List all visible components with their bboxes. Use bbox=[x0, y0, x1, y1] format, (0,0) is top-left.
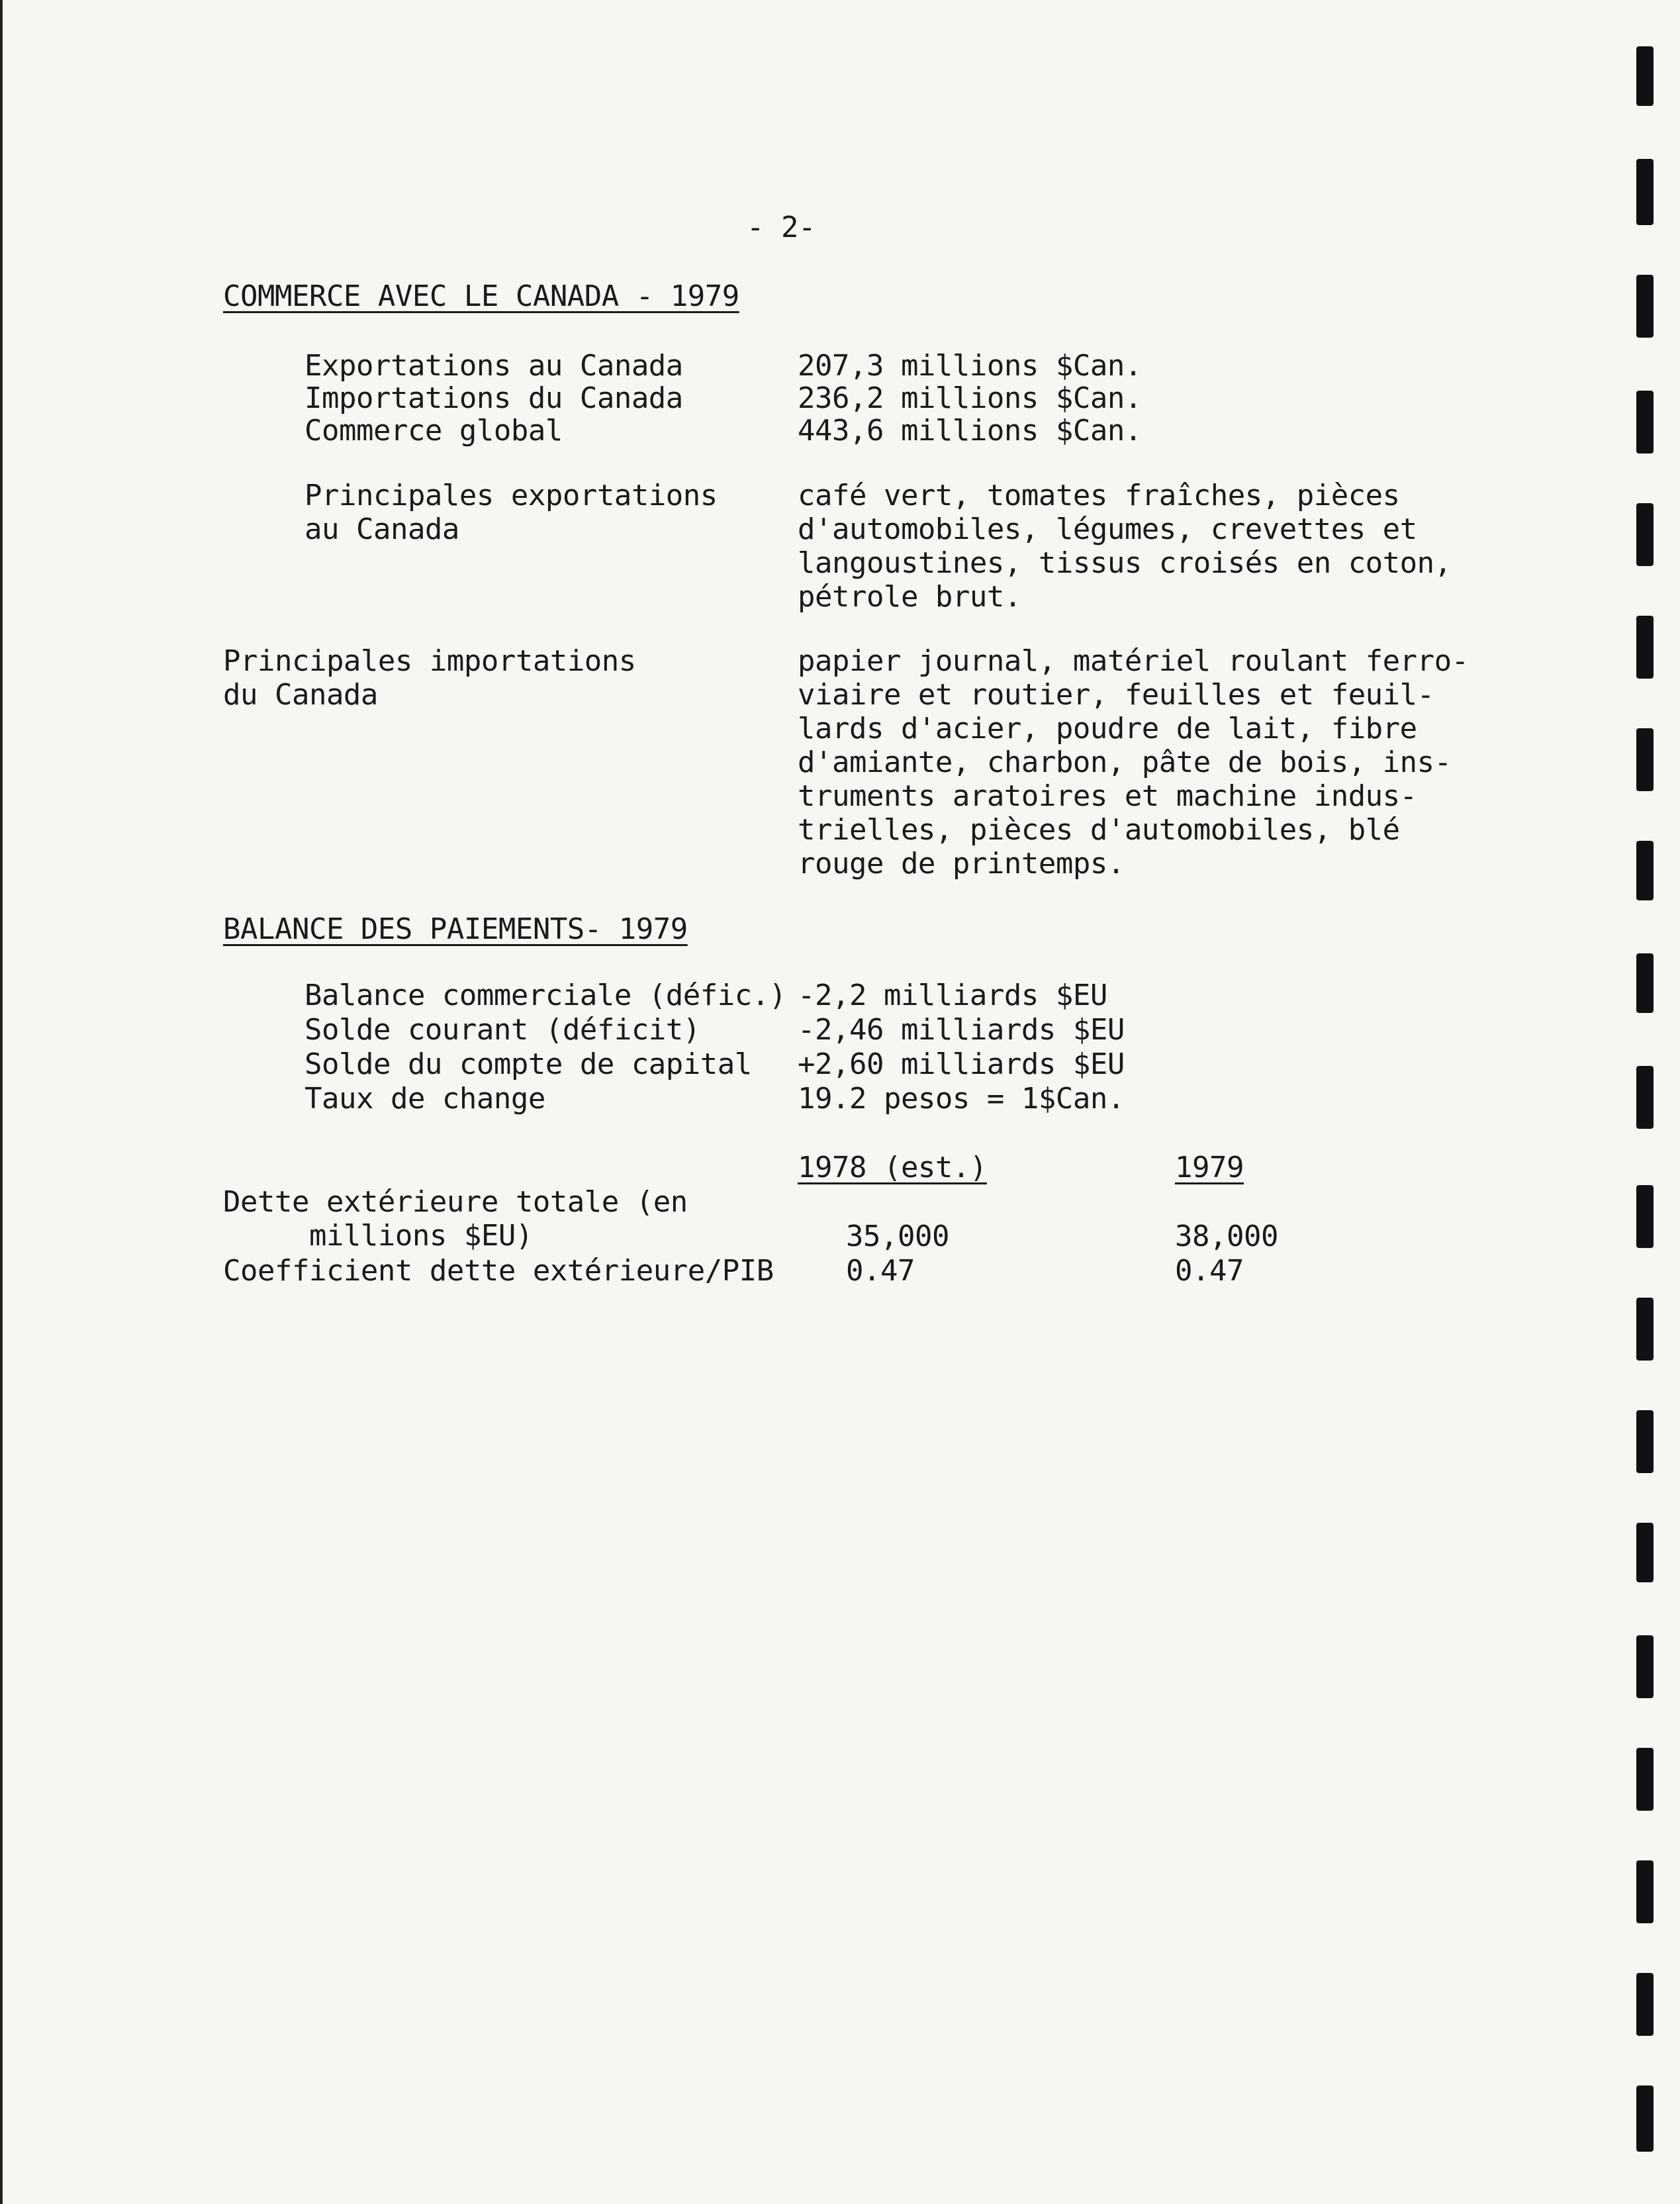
page-number: - 2- bbox=[747, 211, 816, 244]
trade-heading: COMMERCE AVEC LE CANADA - 1979 bbox=[223, 279, 739, 313]
binder-mark bbox=[1636, 1523, 1654, 1582]
balance-label: Solde du compte de capital bbox=[304, 1047, 752, 1081]
binder-mark bbox=[1636, 728, 1654, 791]
balance-value: 19.2 pesos = 1$Can. bbox=[798, 1082, 1125, 1116]
balance-value: -2,46 milliards $EU bbox=[798, 1013, 1125, 1047]
balance-label: Taux de change bbox=[304, 1082, 545, 1116]
debt-row-label: Coefficient dette extérieure/PIB bbox=[223, 1254, 774, 1288]
debt-col-header-1978: 1978 (est.) bbox=[798, 1151, 987, 1184]
trade-label: Exportations au Canada bbox=[304, 349, 683, 383]
trade-value: 207,3 millions $Can. bbox=[798, 349, 1142, 383]
trade-value: 236,2 millions $Can. bbox=[798, 381, 1142, 415]
binder-mark bbox=[1636, 1298, 1654, 1361]
trade-value: 443,6 millions $Can. bbox=[798, 414, 1142, 448]
debt-col-header-1979: 1979 bbox=[1175, 1151, 1244, 1184]
balance-value: +2,60 milliards $EU bbox=[798, 1047, 1125, 1081]
binder-mark bbox=[1636, 1410, 1654, 1473]
debt-value-1979: 38,000 bbox=[1175, 1220, 1278, 1253]
main-imports-label: Principales importations du Canada bbox=[223, 644, 636, 712]
main-exports-label: Principales exportations au Canada bbox=[304, 479, 718, 546]
debt-row-label: Dette extérieure totale (en millions $EU) bbox=[223, 1185, 688, 1253]
binder-mark bbox=[1636, 1748, 1654, 1811]
debt-value-1979: 0.47 bbox=[1175, 1254, 1244, 1288]
balance-value: -2,2 milliards $EU bbox=[798, 979, 1107, 1012]
binder-mark bbox=[1636, 841, 1654, 900]
binder-mark bbox=[1636, 391, 1654, 454]
binder-mark bbox=[1636, 1635, 1654, 1698]
binder-mark bbox=[1636, 159, 1654, 225]
binder-mark bbox=[1636, 1860, 1654, 1923]
main-exports-value: café vert, tomates fraîches, pièces d'automobiles, légumes, crevettes et langoustines, tissus croisés en coton, pétrole brut. bbox=[798, 479, 1452, 614]
binder-mark bbox=[1636, 953, 1654, 1013]
main-imports-value: papier journal, matériel roulant ferro- viaire et routier, feuilles et feuil- lards d'acier, poudre de lait, fibre d'amiante, charbon, pâte de bois, ins- truments aratoires et machine indus- trielles, pièces d'automobiles, blé rouge de printemps. bbox=[798, 644, 1469, 881]
binder-mark bbox=[1636, 275, 1654, 338]
binder-mark bbox=[1636, 1066, 1654, 1129]
balance-label: Balance commerciale (défic.) bbox=[304, 979, 786, 1012]
binder-mark bbox=[1636, 46, 1654, 106]
trade-label: Importations du Canada bbox=[304, 381, 683, 415]
debt-value-1978: 35,000 bbox=[846, 1220, 949, 1253]
balance-heading: BALANCE DES PAIEMENTS- 1979 bbox=[223, 912, 688, 946]
binder-mark bbox=[1636, 1973, 1654, 2036]
debt-value-1978: 0.47 bbox=[846, 1254, 915, 1288]
binder-mark bbox=[1636, 1185, 1654, 1248]
binder-mark bbox=[1636, 2085, 1654, 2152]
page-edge bbox=[0, 0, 3, 2204]
balance-label: Solde courant (déficit) bbox=[304, 1013, 700, 1047]
binder-mark bbox=[1636, 503, 1654, 566]
binder-mark bbox=[1636, 616, 1654, 679]
trade-label: Commerce global bbox=[304, 414, 563, 448]
